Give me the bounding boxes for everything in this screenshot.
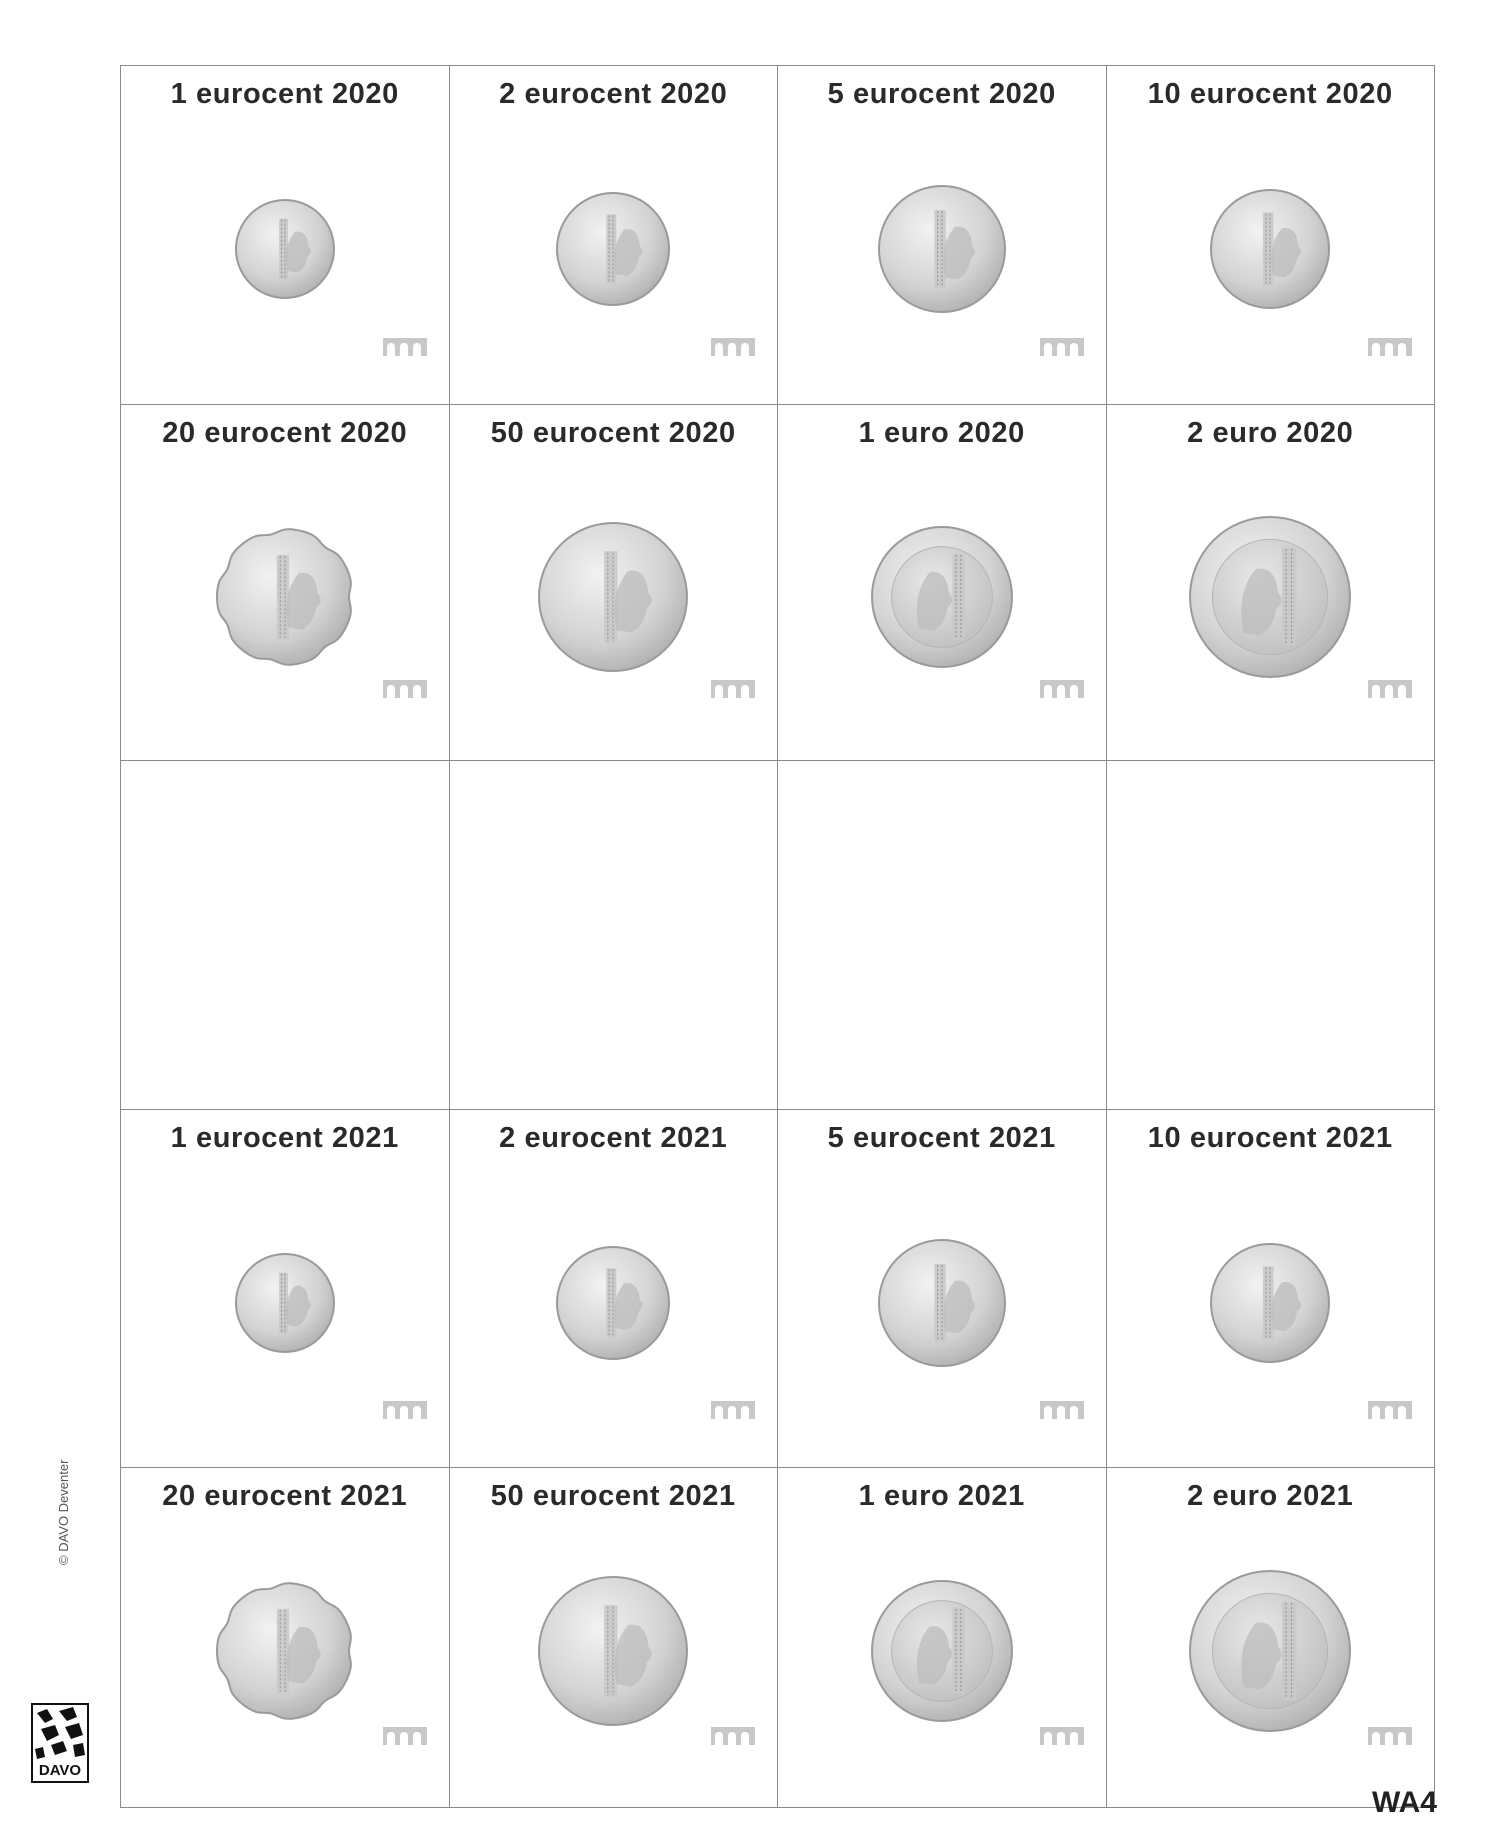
- empty-slot[interactable]: [1106, 760, 1436, 1110]
- coin-icon: [870, 1579, 1014, 1723]
- coin-slot[interactable]: [1106, 1467, 1436, 1808]
- coin-slot[interactable]: [1106, 65, 1436, 405]
- coin-icon: [215, 1581, 355, 1721]
- slot-mark-icon: [711, 1727, 755, 1745]
- slot-mark-icon: [711, 338, 755, 356]
- coin-icon: [234, 198, 336, 300]
- coin-slot-label: 2 euro 2020: [1187, 417, 1354, 449]
- slot-mark-icon: [1040, 680, 1084, 698]
- coin-row: [120, 1468, 1438, 1808]
- slot-mark-icon: [383, 338, 427, 356]
- coin-row-empty: [120, 761, 1438, 1110]
- coin-slot-label: 50 eurocent 2020: [490, 417, 736, 449]
- coin-icon: [555, 191, 671, 307]
- coin-icon: [555, 1245, 671, 1361]
- coin-slot[interactable]: [449, 1109, 779, 1468]
- davo-logo: [31, 1703, 89, 1783]
- coin-row: [120, 1110, 1438, 1468]
- coin-slot-label: 20 eurocent 2021: [162, 1480, 408, 1512]
- coin-icon: [1209, 188, 1331, 310]
- coin-slot-label: 1 eurocent 2021: [170, 1122, 399, 1154]
- coin-slot-label: 5 eurocent 2021: [827, 1122, 1056, 1154]
- coin-row: [120, 65, 1438, 405]
- slot-mark-icon: [1368, 680, 1412, 698]
- coin-icon: [877, 1238, 1007, 1368]
- coin-row: [120, 405, 1438, 761]
- slot-mark-icon: [1368, 1401, 1412, 1419]
- slot-mark-icon: [383, 680, 427, 698]
- slot-mark-icon: [1368, 1727, 1412, 1745]
- logo-text: DAVO: [38, 1762, 82, 1779]
- coin-icon: [877, 184, 1007, 314]
- coin-icon: [537, 1575, 689, 1727]
- empty-slot[interactable]: [449, 760, 779, 1110]
- coin-slot[interactable]: [120, 65, 450, 405]
- coin-slot[interactable]: [449, 404, 779, 761]
- slot-mark-icon: [1040, 338, 1084, 356]
- coin-icon: [1188, 1569, 1352, 1733]
- coin-slot[interactable]: [1106, 1109, 1436, 1468]
- slot-mark-icon: [383, 1727, 427, 1745]
- coin-slot-label: 10 eurocent 2020: [1147, 78, 1393, 110]
- coin-album-grid: [120, 65, 1438, 1808]
- coin-icon: [870, 525, 1014, 669]
- davo-logo-icon: [33, 1705, 87, 1763]
- coin-slot-label: 2 eurocent 2021: [499, 1122, 728, 1154]
- coin-icon: [1209, 1242, 1331, 1364]
- slot-mark-icon: [1040, 1727, 1084, 1745]
- coin-icon: [537, 521, 689, 673]
- coin-slot-label: 1 euro 2021: [858, 1480, 1025, 1512]
- empty-slot[interactable]: [777, 760, 1107, 1110]
- coin-slot-label: 20 eurocent 2020: [162, 417, 408, 449]
- coin-slot[interactable]: [449, 65, 779, 405]
- coin-slot[interactable]: [120, 404, 450, 761]
- coin-slot-label: 10 eurocent 2021: [1147, 1122, 1393, 1154]
- slot-mark-icon: [711, 680, 755, 698]
- page-code: WA4: [1371, 1786, 1437, 1819]
- coin-icon: [215, 527, 355, 667]
- empty-slot[interactable]: [120, 760, 450, 1110]
- coin-icon: [234, 1252, 336, 1354]
- coin-slot-label: 2 euro 2021: [1187, 1480, 1354, 1512]
- coin-slot[interactable]: [777, 1467, 1107, 1808]
- coin-slot[interactable]: [120, 1109, 450, 1468]
- coin-slot-label: 50 eurocent 2021: [490, 1480, 736, 1512]
- coin-slot-label: 5 eurocent 2020: [827, 78, 1056, 110]
- slot-mark-icon: [1368, 338, 1412, 356]
- coin-icon: [1188, 515, 1352, 679]
- slot-mark-icon: [711, 1401, 755, 1419]
- coin-slot[interactable]: [777, 1109, 1107, 1468]
- slot-mark-icon: [383, 1401, 427, 1419]
- coin-slot[interactable]: [120, 1467, 450, 1808]
- coin-slot[interactable]: [1106, 404, 1436, 761]
- coin-slot-label: 2 eurocent 2020: [499, 78, 728, 110]
- coin-slot-label: 1 eurocent 2020: [170, 78, 399, 110]
- coin-slot-label: 1 euro 2020: [858, 417, 1025, 449]
- coin-slot[interactable]: [777, 65, 1107, 405]
- coin-slot[interactable]: [449, 1467, 779, 1808]
- slot-mark-icon: [1040, 1401, 1084, 1419]
- coin-slot[interactable]: [777, 404, 1107, 761]
- copyright-text: © DAVO Deventer: [56, 1459, 71, 1565]
